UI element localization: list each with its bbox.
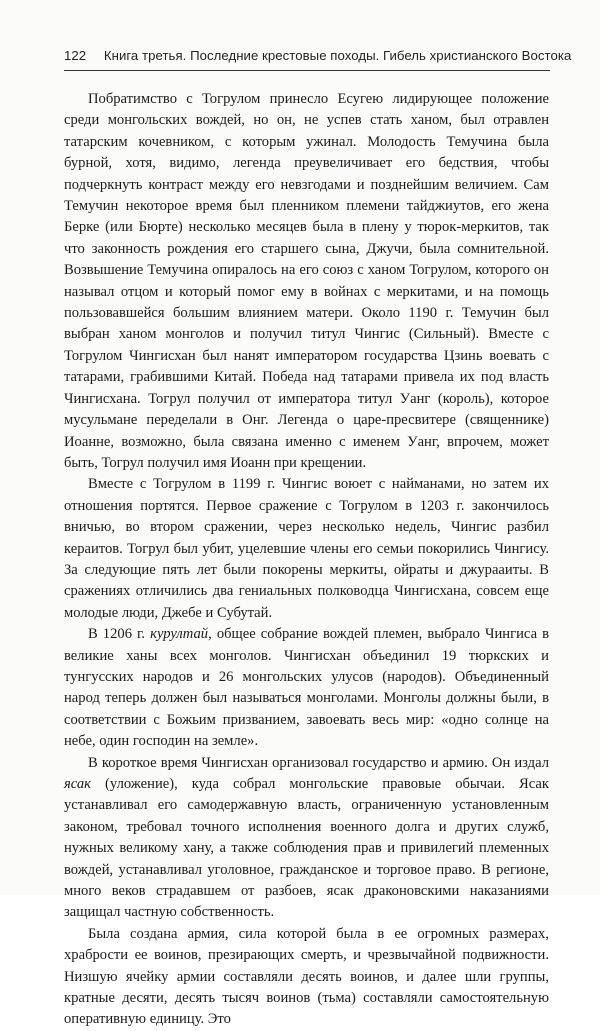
paragraph — [64, 624, 549, 752]
paragraph-text: , общее собрание вождей племен, выбрало Чингиса в великие ханы всех монголов. Чингисхан объединил 19 тюркских и тунгусских народов и 26 монгольских улусов (народов). Объединенный народ теперь должен был называться монголами. Монголы должны были, в соответствии с Божьим призванием, завоевать весь мир: «одно солнце на небе, один господин на земле». — [64, 626, 550, 750]
italic-term-kurultai: курултай — [150, 626, 209, 643]
running-header — [64, 48, 572, 63]
header-rule — [64, 70, 550, 71]
paragraph-text: В короткое время Чингисхан организовал государство и армию. Он издал — [88, 754, 549, 771]
paragraph: Была создана армия, сила которой была в ее огромных размерах, храбрости ее воинов, презирающих смерть, и чрезвычайной подвижности. Низшую ячейку армии составляли десять воинов, и далее шли группы, кратные десяти, десять тысяч воинов (тьма) составляли самостоятельную оперативную единицу. Это — [64, 925, 549, 1028]
page-number: 122 — [64, 48, 87, 63]
paragraph — [64, 753, 549, 924]
italic-term-yasak: ясак — [64, 776, 92, 792]
paragraph-text: (уложение), куда собрал монгольские правовые обычаи. Ясак устанавливал его самодержавную власть, ограниченную установленным законом, требовал точного исполнения военного долга и других служб, нужных великому хану, а также соблюдения прав и привилегий племенных вождей, устанавливал уголовное, гражданское и торговое право. В регионе, много веков страдавшем от разбоев, ясак драконовскими наказаниями защищал частную собственность. — [64, 776, 549, 921]
body-text — [64, 89, 549, 1031]
paragraph-text: В 1206 г. — [88, 626, 151, 643]
running-title: Книга третья. Последние крестовые походы. Гибель христианского Востока — [103, 48, 572, 63]
paragraph: Побратимство с Тогрулом принесло Есугею лидирующее положение среди монгольских вождей, но он, не успев стать ханом, был отравлен татарским кочевником, с которым ужинал. Молодость Темучина была бурной, хотя, видимо, легенда преувеличивает его бедствия, чтобы подчеркнуть контраст между его невзгодами и позднейшим величием. Сам Темучин некоторое время был пленником племени тайджиутов, его жена Берке (или Бюрте) несколько месяцев была в плену у тюрок-меркитов, так что законность рождения его старшего сына, Джучи, была сомнительной. Возвышение Темучина опиралось на его союз с ханом Тогрулом, которого он называл отцом и который помог ему в войнах с меркитами, и на помощь пользовавшейся большим влиянием матери. Около 1190 г. Темучин был выбран ханом монголов и получил титул Чингис (Сильный). Вместе с Тогрулом Чингисхан был нанят императором государства Цзинь воевать с татарами, грабившими Китай. Победа над татарами привела их под власть Чингисхана. Тогрул получил от императора титул Уанг (король), которое мусульмане переделали в Онг. Легенда о царе-пресвитере (священнике) Иоанне, возможно, была связана именно с именем Уанг, впрочем, может быть, Тогрул получил имя Иоанн при крещении. — [64, 91, 549, 471]
paragraph: Вместе с Тогрулом в 1199 г. Чингис воюет с найманами, но затем их отношения портятся. Первое сражение с Тогрулом в 1203 г. закончилось вничью, во втором сражении, через несколько недель, Чингис разбил кераитов. Тогрул был убит, уцелевшие члены его семьи покорились Чингису. За следующие пять лет были покорены меркиты, ойраты и джурааиты. В сражениях отличились два гениальных полководца Чингисхана, совсем еще молодые люди, Джебе и Субутай. — [64, 476, 549, 621]
